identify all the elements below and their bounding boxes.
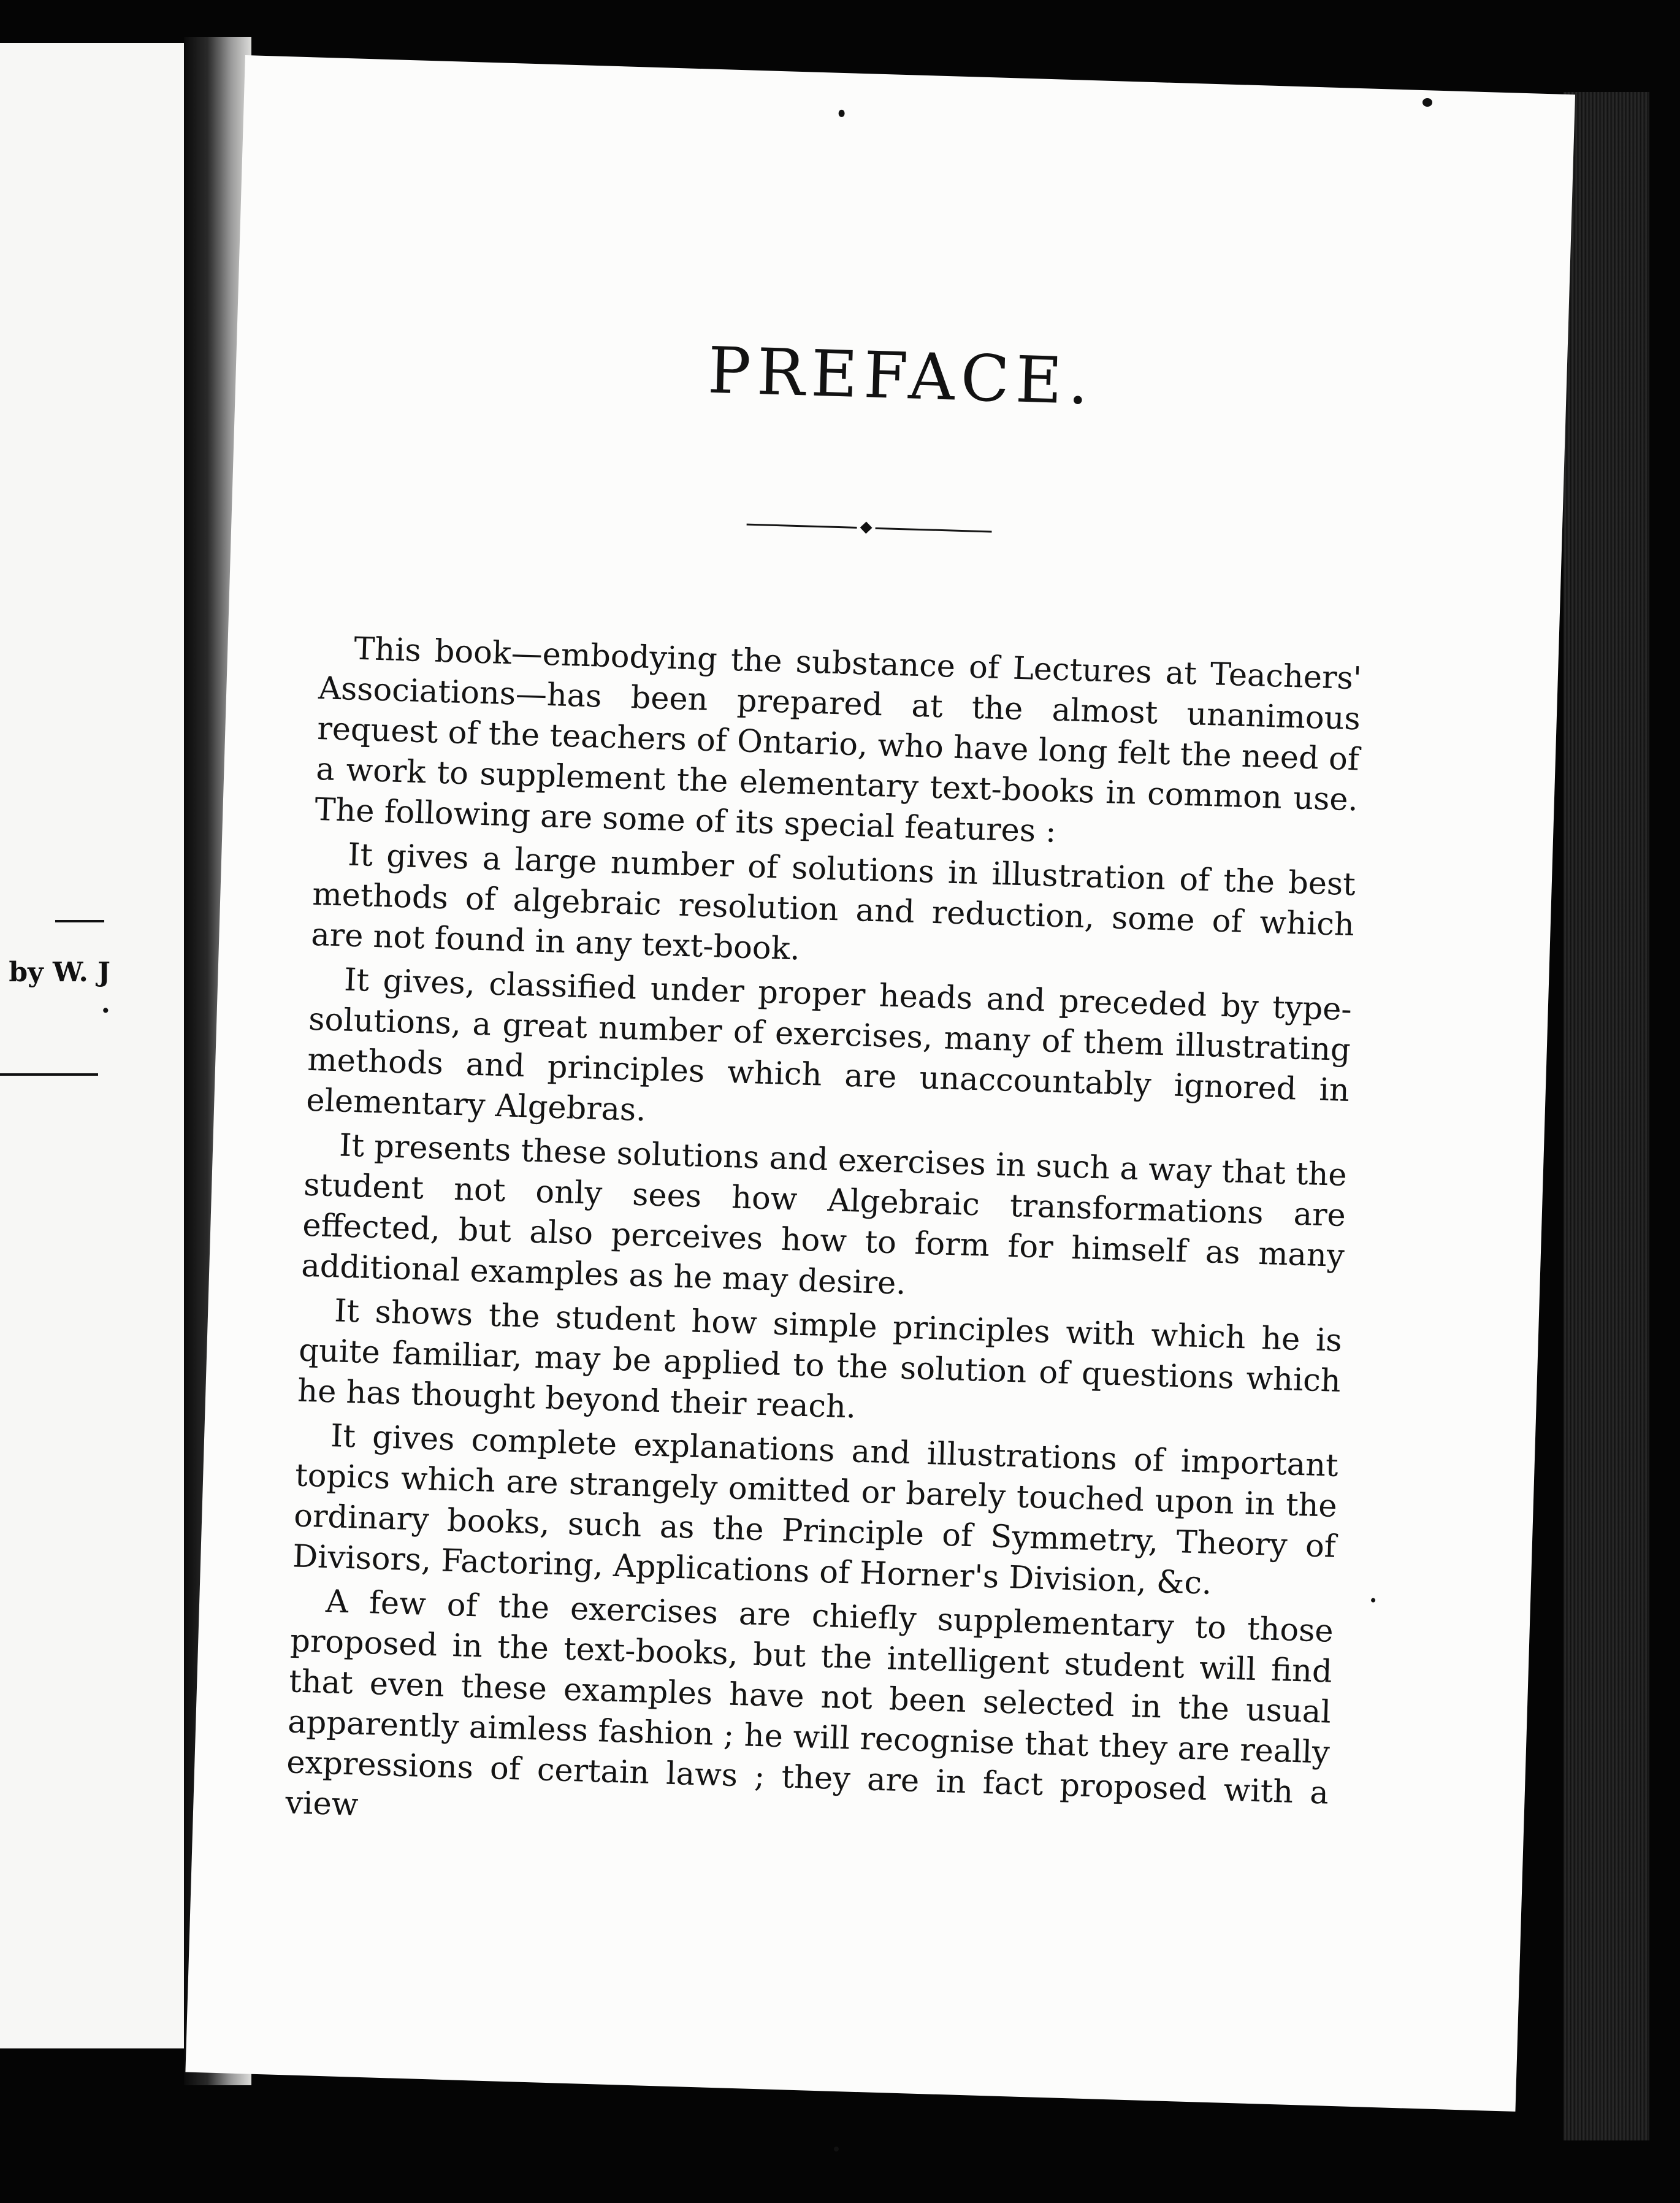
- page-block-edge: [1564, 92, 1649, 2140]
- left-page-fragment-line1: by W. J: [9, 957, 110, 988]
- ornament-line-right: [876, 527, 992, 533]
- ornament-diamond-icon: [860, 521, 872, 534]
- page-heading: PREFACE.: [706, 332, 1096, 420]
- left-page-fragment-line2: .: [101, 988, 110, 1019]
- ornament-line-left: [747, 524, 857, 529]
- left-page-rule-top: [55, 920, 104, 922]
- preface-paragraph-6: It gives complete explanations and illustrations of important topics which are strangely omitted or barely touched upon in the ordinary books, such as the Principle of Symmetry, Theory of Divisors, Factoring, Applications of Horner's Division, &c.: [292, 1418, 1339, 1602]
- ink-speck: [1371, 1598, 1375, 1603]
- left-facing-page: [0, 43, 184, 2048]
- preface-paragraph-4: It presents these solutions and exercises in such a way that the student not only sees how Algebraic transformations are effected, but also perceives how to form for himself as many additional examples as he may desire.: [300, 1127, 1348, 1302]
- preface-paragraph-3: It gives, classified under proper heads and preceded by type-solutions, a great number of exercises, many of them illustrating methods and principles which are unaccountably ignored in elementary Algebras.: [305, 962, 1353, 1129]
- heading-ornament-rule: [746, 518, 991, 538]
- scan-speck: [1422, 98, 1432, 107]
- right-preface-page: [185, 55, 1575, 2112]
- preface-paragraph-2: It gives a large number of solutions in illustration of the best methods of algebraic resolution and reduction, some of which are not found in any text-book.: [310, 837, 1356, 968]
- left-page-rule-bottom: [0, 1073, 98, 1076]
- preface-body: [284, 628, 1362, 1858]
- scan-speck: [834, 2147, 839, 2151]
- ink-speck: [838, 110, 844, 117]
- preface-paragraph-5: It shows the student how simple principles with which he is quite familiar, may be applied to the solution of questions which he has thought beyond their reach.: [297, 1293, 1343, 1426]
- left-page-text-fragment: [0, 957, 184, 1019]
- preface-paragraph-7: A few of the exercises are chiefly supplementary to those proposed in the text-books, but the intelligent student will find that even these examples have not been selected in the usual apparently aimless fashion ; he will recognise that they are really expressions of certain laws ; they are in fact proposed with a view: [284, 1584, 1334, 1823]
- preface-paragraph-1: This book—embodying the substance of Lectures at Teachers' Associations—has been prepared at the almost unanimous request of the teachers of Ontario, who have long felt the need of a work to supplement the elementary text-books in common use. The following are some of its special features :: [314, 630, 1362, 850]
